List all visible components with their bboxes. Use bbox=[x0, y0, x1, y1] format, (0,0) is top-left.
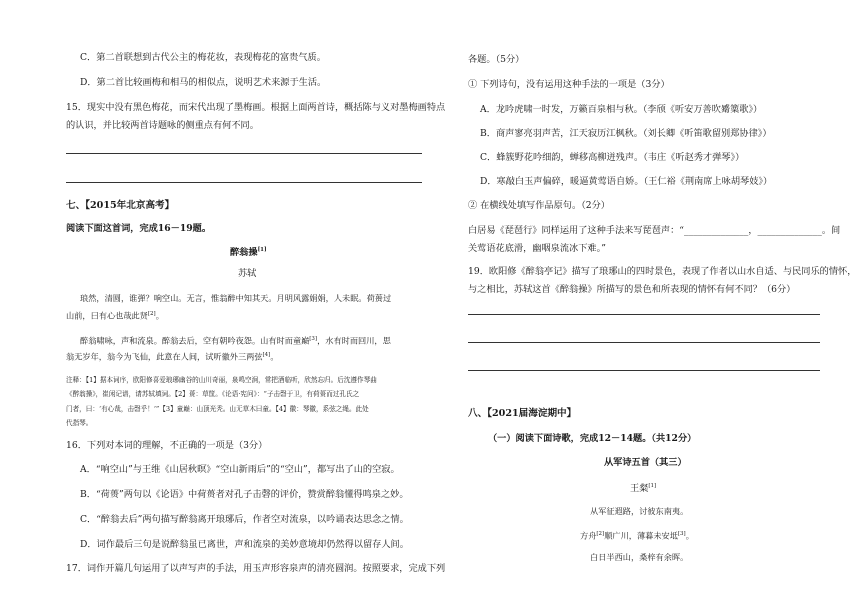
question-16-option-c: C．“醉翁去后”两句描写醉翁离开琅琊后，作者空对流泉，以吟诵表达思念之情。 bbox=[80, 514, 409, 525]
poem2-line: 白日半西山，桑梓有余晖。 bbox=[590, 552, 689, 562]
question-16: 16．下列对本词的理解，不正确的一项是（3分） bbox=[66, 440, 268, 451]
question-17-option-d: D．寒敲白玉声偏碎，暖逼黄莺语自娇。（王仁裕《荆南席上咏胡琴妓》） bbox=[480, 176, 773, 187]
question-19-line1: 19．欧阳修《醉翁亭记》描写了琅琊山的四时景色，表现了作者以山水自适、与民同乐的情怀， bbox=[468, 266, 857, 277]
poem-note: 《醉翁操》，崔闲记谱，请苏轼填词。【2】蒉：草筐。《论语·宪问》：“子击磬于卫，有荷蒉而过孔氏之 bbox=[66, 390, 360, 398]
poem-line: 琅然，清圆，谁弹？响空山。无言，惟翁醉中知其天。月明风露娟娟，人未眠。荷蒉过 bbox=[80, 293, 392, 303]
question-15-line1: 15．现实中没有黑色梅花，而宋代出现了墨梅画。根据上面两首诗，概括陈与义对墨梅画特点 bbox=[66, 102, 446, 113]
poem-title: 醉翁操[1] bbox=[230, 247, 267, 259]
answer-line bbox=[468, 314, 820, 315]
question-17-part-1: ① 下列诗句，没有运用这种手法的一项是（3分） bbox=[468, 79, 670, 90]
question-16-option-b: B．“荷蒉”两句以《论语》中荷蒉者对孔子击磬的评价，赞赏醉翁懂得鸣泉之妙。 bbox=[80, 489, 409, 500]
poem-line: 翁无岁年，翁今为飞仙，此意在人间，试听徽外三两弦[4]。 bbox=[66, 351, 279, 362]
question-16-option-d: D．词作最后三句是说醉翁虽已离世，声和流泉的美妙意境却仍然得以留存人间。 bbox=[80, 539, 409, 550]
question-16-option-a: A．“响空山”与王维《山居秋暝》“空山新雨后”的“空山”，都写出了山的空寂。 bbox=[80, 464, 400, 475]
poem-note: 代指琴。 bbox=[66, 419, 93, 427]
question-17-part-2: ② 在横线处填写作品原句。（2分） bbox=[468, 200, 610, 211]
answer-line bbox=[66, 182, 422, 183]
poem-note: 门者，曰：‘有心哉，击磬乎！’”【3】童巅：山顶光秃。山无草木曰童。【4】徽：琴徽，系弦之绳。此处 bbox=[66, 405, 369, 413]
section-7-instruction: 阅读下面这首词，完成16－19题。 bbox=[66, 223, 212, 234]
poem2-line: 从军征遐路，讨彼东南夷。 bbox=[590, 506, 689, 516]
question-17-option-b: B．商声寥亮羽声苦，江天寂历江枫秋。（刘长卿《听笛歌留别郑协律》） bbox=[480, 128, 772, 139]
poem2-author: 王粲[1] bbox=[630, 483, 657, 495]
question-17-continued: 各题。（5分） bbox=[468, 54, 525, 65]
poem2-title: 从军诗五首（其三） bbox=[604, 457, 687, 468]
section-7-title: 七、【2015年北京高考】 bbox=[66, 200, 175, 211]
question-17-fill-blank-line2: 关莺语花底滑，幽咽泉流冰下难。” bbox=[468, 243, 606, 254]
blank-1[interactable]: ______________ bbox=[684, 225, 749, 236]
poem-line: 山前，曰有心也哉此贤[2]。 bbox=[66, 310, 164, 321]
question-15-line2: 的认识，并比较两首诗题咏的侧重点有何不同。 bbox=[66, 120, 259, 131]
answer-line bbox=[468, 370, 820, 371]
answer-line bbox=[66, 153, 422, 154]
option-d-previous: D．第二首比较画梅和相马的相似点，说明艺术来源于生活。 bbox=[80, 77, 327, 88]
section-8-instruction: （一）阅读下面诗歌，完成12－14题。（共12分） bbox=[488, 433, 697, 444]
question-19-line2: 与之相比，苏轼这首《醉翁操》所描写的景色和所表现的情怀有何不同？（6分） bbox=[468, 284, 796, 295]
question-17-option-c: C．蜂簇野花吟细韵，蝉移高柳迸残声。（韦庄《听赵秀才弹琴》） bbox=[480, 152, 745, 163]
section-8-title: 八、【2021届海淀期中】 bbox=[468, 408, 577, 419]
poem-note: 注释：【1】据本词序，欧阳修喜爱琅琊幽谷的山川奇丽，泉鸣空涧，常把酒临听，欣然忘归。后沈遵作琴曲 bbox=[66, 376, 377, 384]
question-17: 17．词作开篇几句运用了以声写声的手法，用玉声形容泉声的清亮圆润。按照要求，完成下列 bbox=[66, 563, 446, 574]
poem-author: 苏轼 bbox=[238, 268, 257, 279]
question-17-fill-blank: 白居易《琵琶行》同样运用了这种手法来写琵琶声：“______________，______________。间 bbox=[468, 225, 841, 236]
answer-line bbox=[468, 342, 820, 343]
question-17-option-a: A．龙吟虎啸一时发，万籁百泉相与秋。（李颀《听安万善吹觱篥歌》） bbox=[480, 104, 763, 115]
blank-2[interactable]: ______________ bbox=[757, 225, 822, 236]
poem-line: 醉翁啸咏，声和流泉。醉翁去后，空有朝吟夜怨。山有时而童巅[3]，水有时而回川，思 bbox=[80, 335, 391, 346]
option-c-previous: C．第二首联想到古代公主的梅花妆，表现梅花的富贵气质。 bbox=[80, 52, 326, 63]
poem2-line: 方舟[2]顺广川，薄暮未安坻[3]。 bbox=[580, 530, 694, 541]
